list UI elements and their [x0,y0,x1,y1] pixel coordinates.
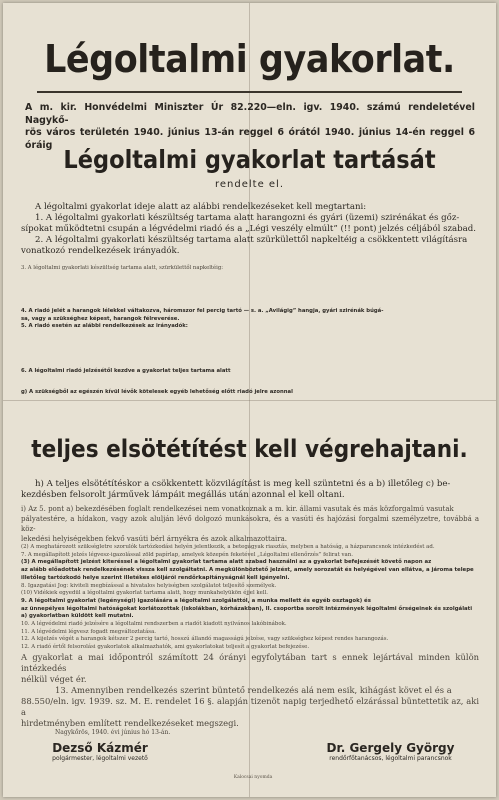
fine-print-line: (3) A megállapított jelzést kiteréssel a légoltalmi gyakorlat tartama alatt szabad használni az a gyakorlat befejezését követő napon az [21,559,432,566]
fine-print-line: 9. A légoltalmi gyakorlat (legénységi) igazolására a légoltalmi szolgálattól, a munka mellett és egyéb osztagok) és [21,597,371,604]
decree-line: A m. kir. Honvédelmi Miniszter Úr 82.220—eln. igv. 1940. számú rendeletével Nagykő- [25,102,475,126]
fine-print-gap [21,375,479,389]
fine-print-line: 10. A légvédelmi riadó jelzésére a légoltalmi rendszerben a riadót kiadott nyilvános lakóbinábok. [21,621,287,628]
fine-print-line: 8. Igazgatási Jog: kiviteli megbízással a hivatalos helyiségben szolgálatot teljesítő személyek. [21,582,277,589]
fine-print-lower [21,504,479,737]
fine-print-line: a) gyakorlatban küldött kell mutatni. [21,613,134,620]
fine-print-line: az ünnepélyes légoltalmi hatóságokat korlátozottak (iskolákban, kórházakban), II. csoportba sorolt intézmények légoltalmi őrségeinek és szolgálati [21,605,473,612]
point-1-line: 1. A légoltalmi gyakorlati készültség tartama alatt harangozni és gyári (üzemi) szirénákat és gőz- [35,213,460,223]
fine-print-line: (10) Vidékiek egyedül a légoltalmi gyakorlat tartama alatt, hogy munkahelyükön éjjel kell. [21,590,269,597]
fine-print-line: 88.550/eln. igv. 1939. sz. M. E. rendelet 16 §. alapján tizenöt napig terjedhető elzárással büntettetik az, aki a [21,695,479,717]
signature-right-name: Dr. Gergely György [326,741,455,755]
title-underline [37,91,462,93]
fine-print-line: A gyakorlat a mai időpontról számított 24 órányi egyfolytában tart s ennek lejártával minden külön intézkedés [21,651,479,673]
fine-print-line: 12. A kijelzés végét a harangok kétszer 2 percig tartó, hosszú állandó magasságú jelzése, vagy szükséghez képest rendes harangozás. [21,636,389,643]
paragraph-h-line: kezdésben felsorolt járművek lámpáit megállás után azonnal el kell oltani. [21,490,345,500]
poster-title: Légoltalmi gyakorlat. [44,37,455,81]
fine-print-line: 5. A riadó esetén az alábbi rendelkezések az irányadók: [21,322,188,329]
fine-print-line: illetőleg tartózkodó helye szerint illetékes elöljárói rendőrkapitányságnál kell igényelni. [21,574,290,581]
fine-print-line: i) Az 5. pont a) bekezdésében foglalt rendelkezései nem vonatkoznak a m. kir. állami vasutak és más közforgalmú vasutak [21,505,454,513]
signature-left-name: Dezső Kázmér [52,741,148,755]
poster-sheet [3,3,496,797]
decree-line: rös város területén 1940. június 13-án reggel 6 órától 1940. június 14-én reggel 6 óráig [25,127,475,151]
signature-left-role: polgármester, légoltalmi vezető [52,755,148,762]
rules-intro [21,202,479,257]
point-1-line: sípokat működtetni csupán a légvédelmi riadó és a „Légi veszély elmúlt” (!! pont) jelzés céljából szabad. [21,224,477,234]
fine-print-line: pályatestére, a hídakon, vagy azok alulján lévő dolgozó munkásokra, és a vasúti és hajózási forgalmi személyzetre, továbbá a köz- [21,515,479,533]
fine-print-line: sa, vagy a szükséghez képest, harangok félreverése. [21,315,180,322]
fine-print-line: 7. A megállapított jelzés légvesz-igazolással zöld papírlap, amelyek közepén feketével „Légoltalmi ellenőrzés” felirat van. [21,551,353,558]
fine-print-upper [21,265,479,397]
poster-subtitle-line2: rendelte el. [214,179,285,190]
signature-right-role: rendőrfőtanácsos, légoltalmi parancsnok [329,755,452,762]
fold-line-horizontal [3,400,496,401]
fine-print-line: 4. A riadó jelét a harangok lélekkel váltakozva, háromszor fel percig tartó — s. a. „Avilágig” hangja, gyári szirénák búgá- [21,308,384,315]
fine-print-line: az alább előadottak rendelkezésének vissza kell szolgáltatni. A megkülönböztető jelzést, amely sorozatát és helyégével van ellátva, a jároma telepe [21,567,474,574]
fine-print-line: (2) A meghatározott szükségletre szorulók tartózkodási helyén jelentkezik, a betegágyak riasztás, melyben a hatóság, a házparancsnok intézkedést ad. [21,544,435,550]
main-warning: teljes elsötétítést kell végrehajtani. [31,435,468,463]
point-2-line: 2. A légoltalmi gyakorlati készültség tartama alatt szürkülettől napkeltéig a csökkentett világításra [35,235,468,245]
signature-left [25,741,175,762]
fine-print-gap [21,272,479,308]
fine-print-line: 11. A légvédelmi légvesz fogadt megváltoztatása. [21,628,157,635]
intro-line: A légoltalmi gyakorlat ideje alatt az alábbi rendelkezéseket kell megtartani: [35,202,367,212]
signature-right [303,741,478,762]
poster-subtitle: Légoltalmi gyakorlat tartását [63,145,436,174]
fine-print-line: nélkül véget ér. [21,673,87,684]
fine-print-line: 3. A légoltalmi gyakorlati készültség tartama alatt, szürkülettől napkeltéig: [21,265,224,271]
fine-print-gap [21,330,479,368]
fine-print-line: hirdetményben említett rendelkezéseket megszegi. [21,717,239,728]
fine-print-line: lekedési helyiségekben fekvő vasúti bérl árnyékra és azok alkalmazottaira. [21,535,287,543]
fine-print-line: g) A szükségből az egészén kívül lévők kötelesek egyéb lehetőség előtt riadó jelre azonnal [21,389,293,396]
printer-imprint: Kalocsai nyomda [233,775,273,780]
fine-print-line: 12. A riadó értől felsorolási gyakorlatok alkalmazhatók, ami gyakorlatokat teljesít a gyakorlat befejezése. [21,644,310,651]
fine-print-line: 13. Amennyiben rendelkezés szerint büntető rendelkezés alá nem esik, kihágást követ el és a [55,684,452,695]
fine-print-line: Nagykőrös, 1940. évi június hó 13-án. [55,728,171,736]
paragraph-h-line: h) A teljes elsötétítéskor a csökkentett közvilágítást is meg kell szüntetni és a b) illetőleg c) be- [35,479,451,489]
fine-print-line: 6. A légoltalmi riadó jelzésétől kezdve a gyakorlat teljes tartama alatt [21,368,231,375]
point-2-line: vonatkozó rendelkezések irányadók. [21,246,180,256]
paragraph-h [21,479,479,501]
